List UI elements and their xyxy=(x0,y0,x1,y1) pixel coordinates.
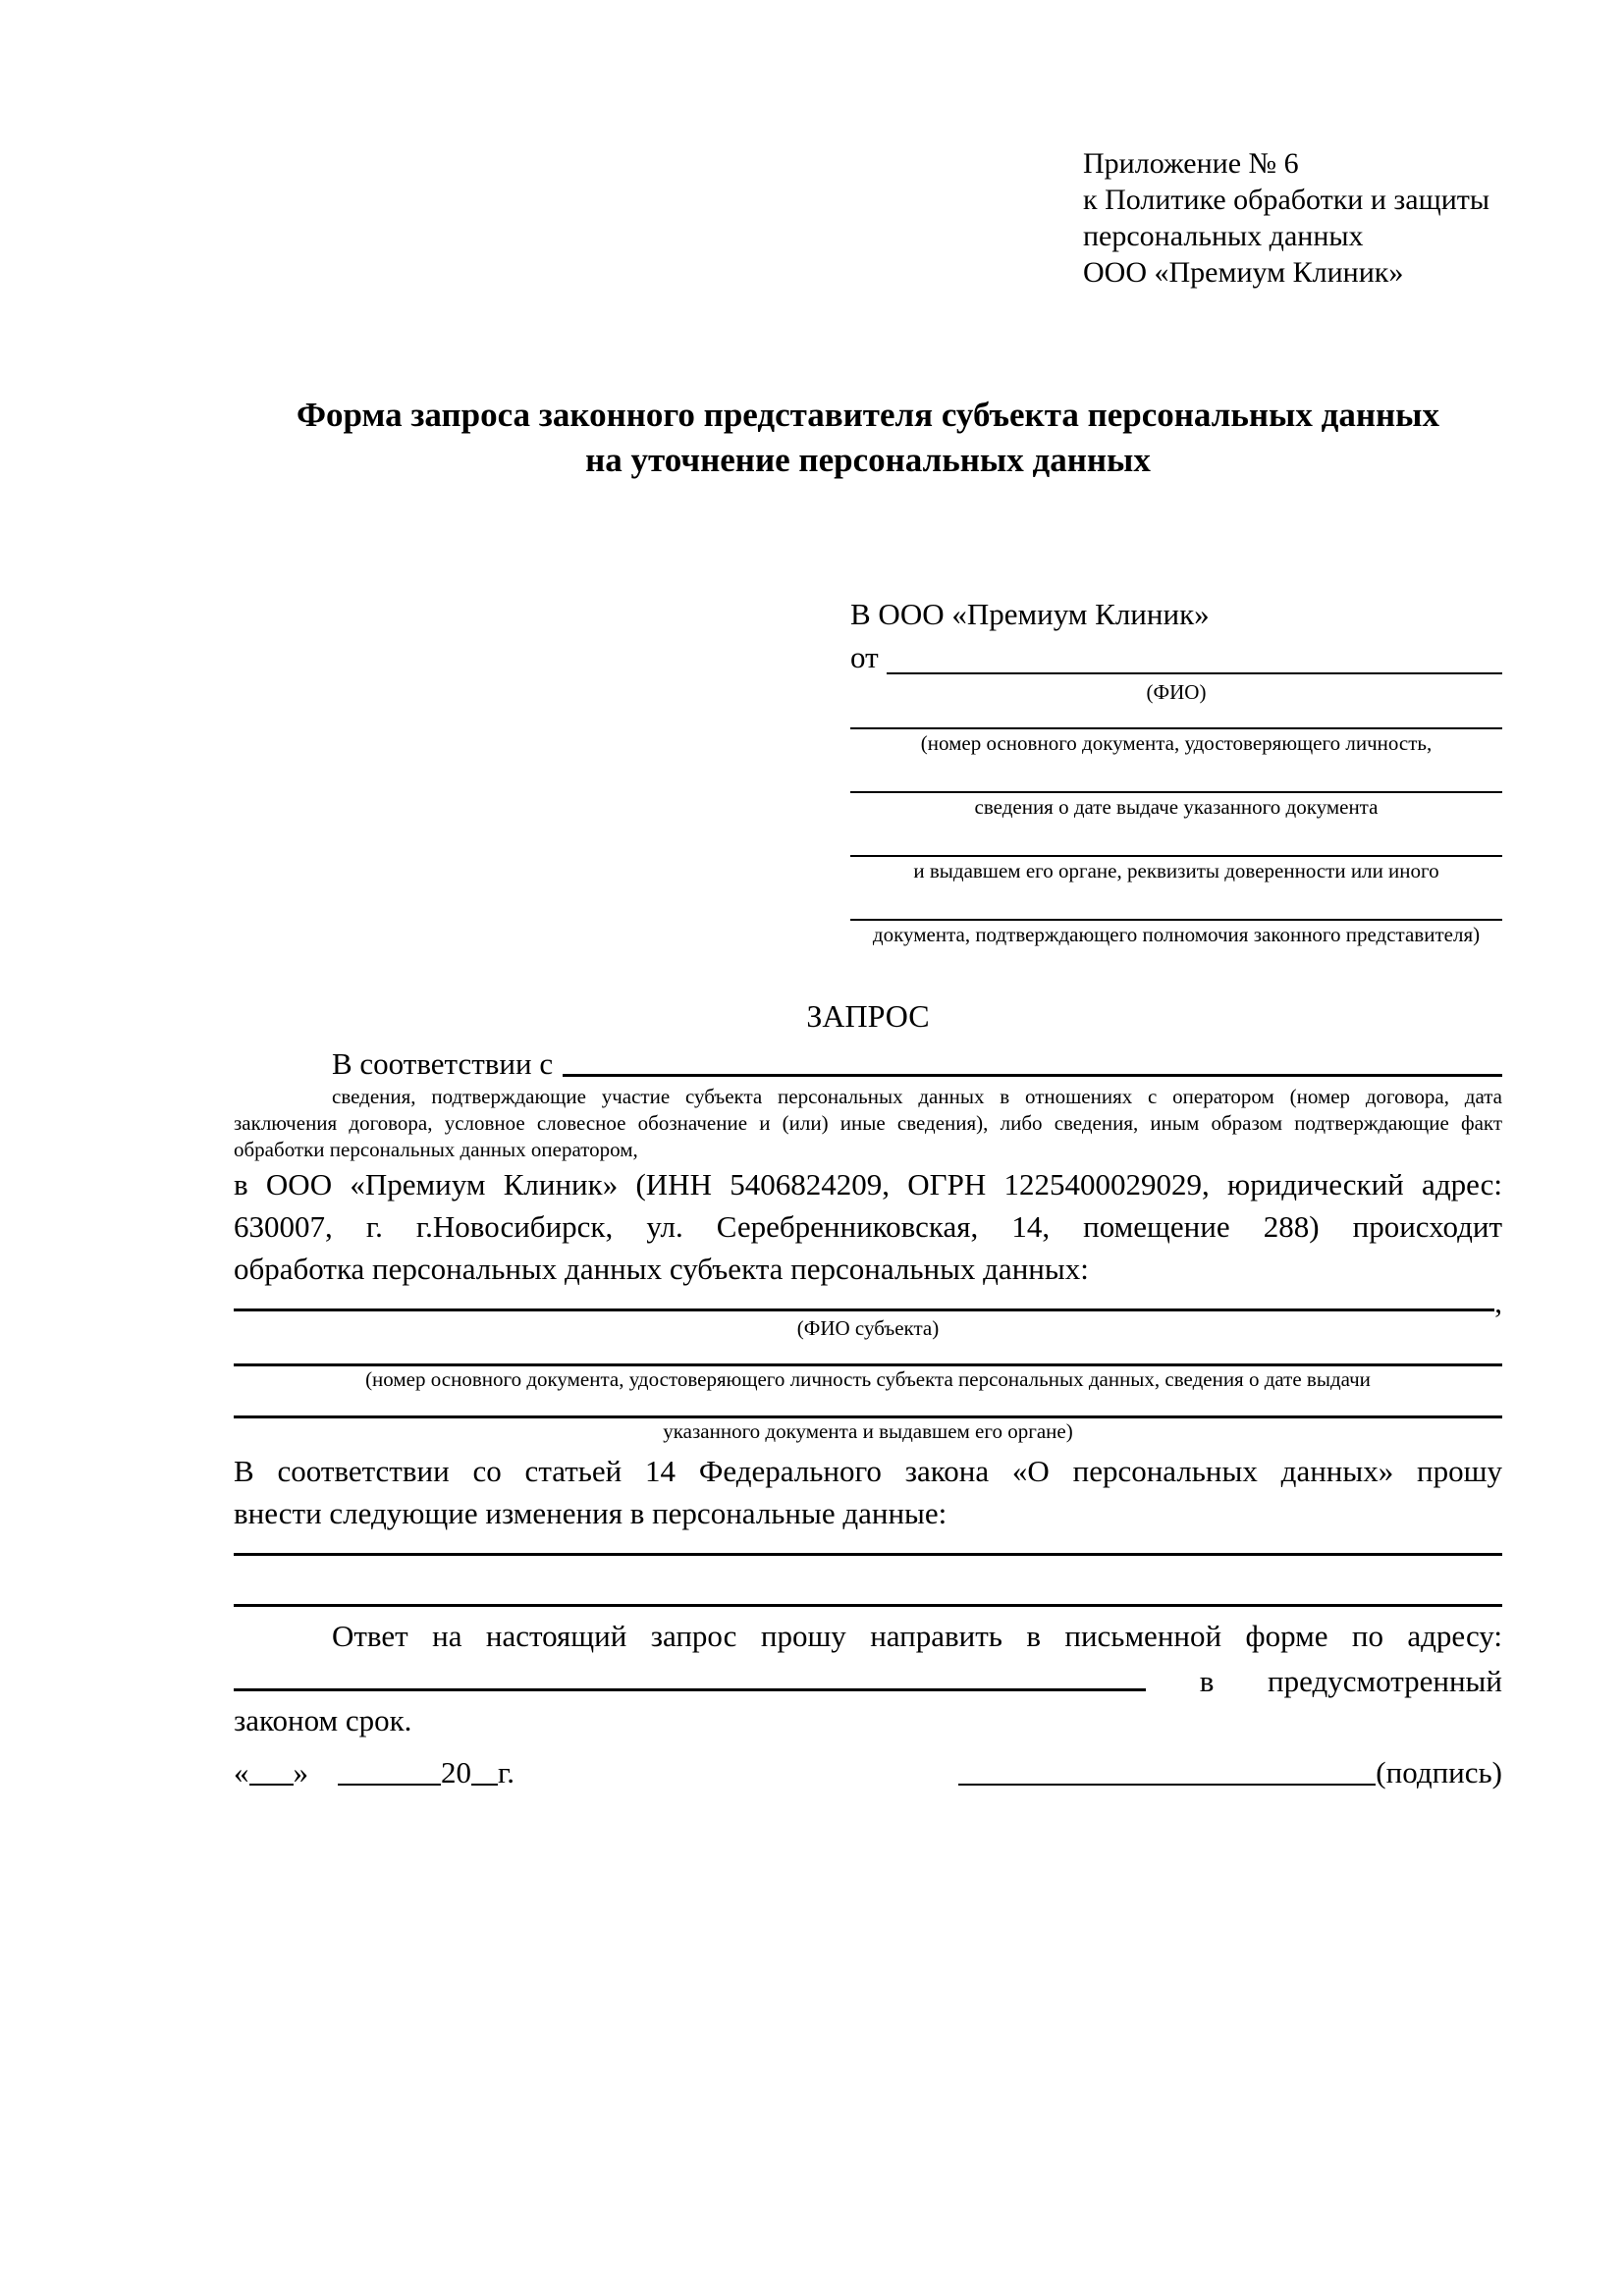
signature-field-line[interactable] xyxy=(958,1784,1376,1786)
subject-doc-field-line-1[interactable] xyxy=(234,1341,1502,1366)
answer-tail: законом срок. xyxy=(234,1703,412,1737)
accordance-note-line-3: обработки персональных данных оператором, xyxy=(234,1138,638,1161)
from-label: от xyxy=(850,640,879,674)
article-paragraph xyxy=(234,1450,1502,1534)
document-title-line-2: на уточнение персональных данных xyxy=(585,441,1151,479)
answer-paragraph: Ответ на настоящий запрос прошу направить в письменной форме по адресу: xyxy=(332,1619,1502,1653)
recipient-to: В ООО «Премиум Клиник» xyxy=(850,597,1210,631)
date-signature-row xyxy=(234,1751,1502,1794)
accordance-note xyxy=(234,1084,1502,1163)
from-fio-field-line[interactable] xyxy=(887,672,1502,674)
accordance-note-line-1: сведения, подтверждающие участие субъекта персональных данных в отношениях с оператором (номер договора, дата xyxy=(332,1085,1502,1108)
subject-fio-field-line[interactable] xyxy=(234,1308,1494,1311)
date-era-label: г. xyxy=(498,1755,514,1789)
date-month-field-line[interactable] xyxy=(338,1784,441,1786)
article-paragraph-line-2: внести следующие изменения в персональные данные: xyxy=(234,1496,947,1530)
date-quote-close: » xyxy=(293,1755,308,1789)
operator-paragraph xyxy=(234,1163,1502,1290)
rep-doc-field-group xyxy=(850,705,1502,756)
date-quote-open: « xyxy=(234,1755,249,1789)
rep-doc-field-line-3[interactable] xyxy=(850,832,1502,857)
rep-doc-caption-4: документа, подтверждающего полномочия законного представителя) xyxy=(872,923,1481,946)
rep-doc-field-group xyxy=(850,769,1502,820)
operator-paragraph-line-3: обработка персональных данных субъекта персональных данных: xyxy=(234,1252,1089,1286)
address-row xyxy=(234,1657,1502,1699)
rep-doc-caption-2: сведения о дате выдаче указанного документа xyxy=(974,795,1379,819)
document-title xyxy=(234,393,1502,483)
rep-doc-field-line-2[interactable] xyxy=(850,769,1502,793)
answer-word-in: в xyxy=(1199,1664,1215,1698)
rep-doc-caption-1: (номер основного документа, удостоверяющего личность, xyxy=(920,731,1433,755)
appendix-line-1: Приложение № 6 xyxy=(1083,147,1299,180)
recipient-block xyxy=(850,593,1502,947)
subject-fio-caption: (ФИО субъекта) xyxy=(796,1316,940,1340)
changes-field-line-2[interactable] xyxy=(234,1556,1502,1607)
answer-word-due: предусмотренный xyxy=(1268,1664,1502,1698)
operator-paragraph-line-1: в ООО «Премиум Клиник» (ИНН 5406824209, ОГРН 1225400029029, юридический адрес: xyxy=(234,1167,1502,1201)
signature-caption: (подпись) xyxy=(1376,1755,1502,1789)
appendix-line-4: ООО «Премиум Клиник» xyxy=(1083,256,1404,289)
accordance-row xyxy=(234,1038,1502,1082)
date-year-field-line[interactable] xyxy=(471,1784,498,1786)
from-row xyxy=(850,636,1502,679)
accordance-field-line[interactable] xyxy=(563,1074,1502,1077)
changes-field-line-1[interactable] xyxy=(234,1534,1502,1556)
subject-fio-row xyxy=(234,1285,1502,1319)
rep-doc-caption-3: и выдавшем его органе, реквизиты доверенности или иного xyxy=(913,859,1439,882)
subject-doc-caption-1: (номер основного документа, удостоверяющего личность субъекта персональных данных, сведения о дате выдачи xyxy=(365,1367,1371,1391)
signature-field xyxy=(958,1751,1502,1794)
operator-paragraph-line-2: 630007, г. г.Новосибирск, ул. Серебренниковская, 14, помещение 288) происходит xyxy=(234,1209,1502,1244)
date-field xyxy=(234,1751,514,1794)
address-field-line[interactable] xyxy=(234,1688,1146,1691)
accordance-lead: В соответствии с xyxy=(332,1046,554,1081)
subject-fio-comma: , xyxy=(1494,1285,1502,1319)
document-title-line-1: Форма запроса законного представителя субъекта персональных данных xyxy=(297,396,1439,434)
date-year-prefix: 20 xyxy=(441,1755,471,1789)
rep-doc-field-line-4[interactable] xyxy=(850,896,1502,921)
rep-doc-field-group xyxy=(850,832,1502,883)
accordance-note-line-2: заключения договора, условное словесное обозначение и (или) иные сведения), либо сведения, иным образом подтверждающие факт xyxy=(234,1111,1502,1135)
fio-caption: (ФИО) xyxy=(1146,680,1207,704)
appendix-line-3: персональных данных xyxy=(1083,220,1364,252)
rep-doc-field-group xyxy=(850,896,1502,947)
subject-doc-field-line-2[interactable] xyxy=(234,1392,1502,1418)
rep-doc-field-line-1[interactable] xyxy=(850,705,1502,729)
appendix-line-2: к Политике обработки и защиты xyxy=(1083,184,1490,216)
subject-doc-caption-2: указанного документа и выдавшем его органе) xyxy=(663,1419,1073,1443)
article-paragraph-line-1: В соответствии со статьей 14 Федерального закона «О персональных данных» прошу xyxy=(234,1454,1502,1488)
appendix-block xyxy=(1083,145,1502,291)
request-heading: ЗАПРОС xyxy=(806,998,930,1034)
date-day-field-line[interactable] xyxy=(249,1784,294,1786)
